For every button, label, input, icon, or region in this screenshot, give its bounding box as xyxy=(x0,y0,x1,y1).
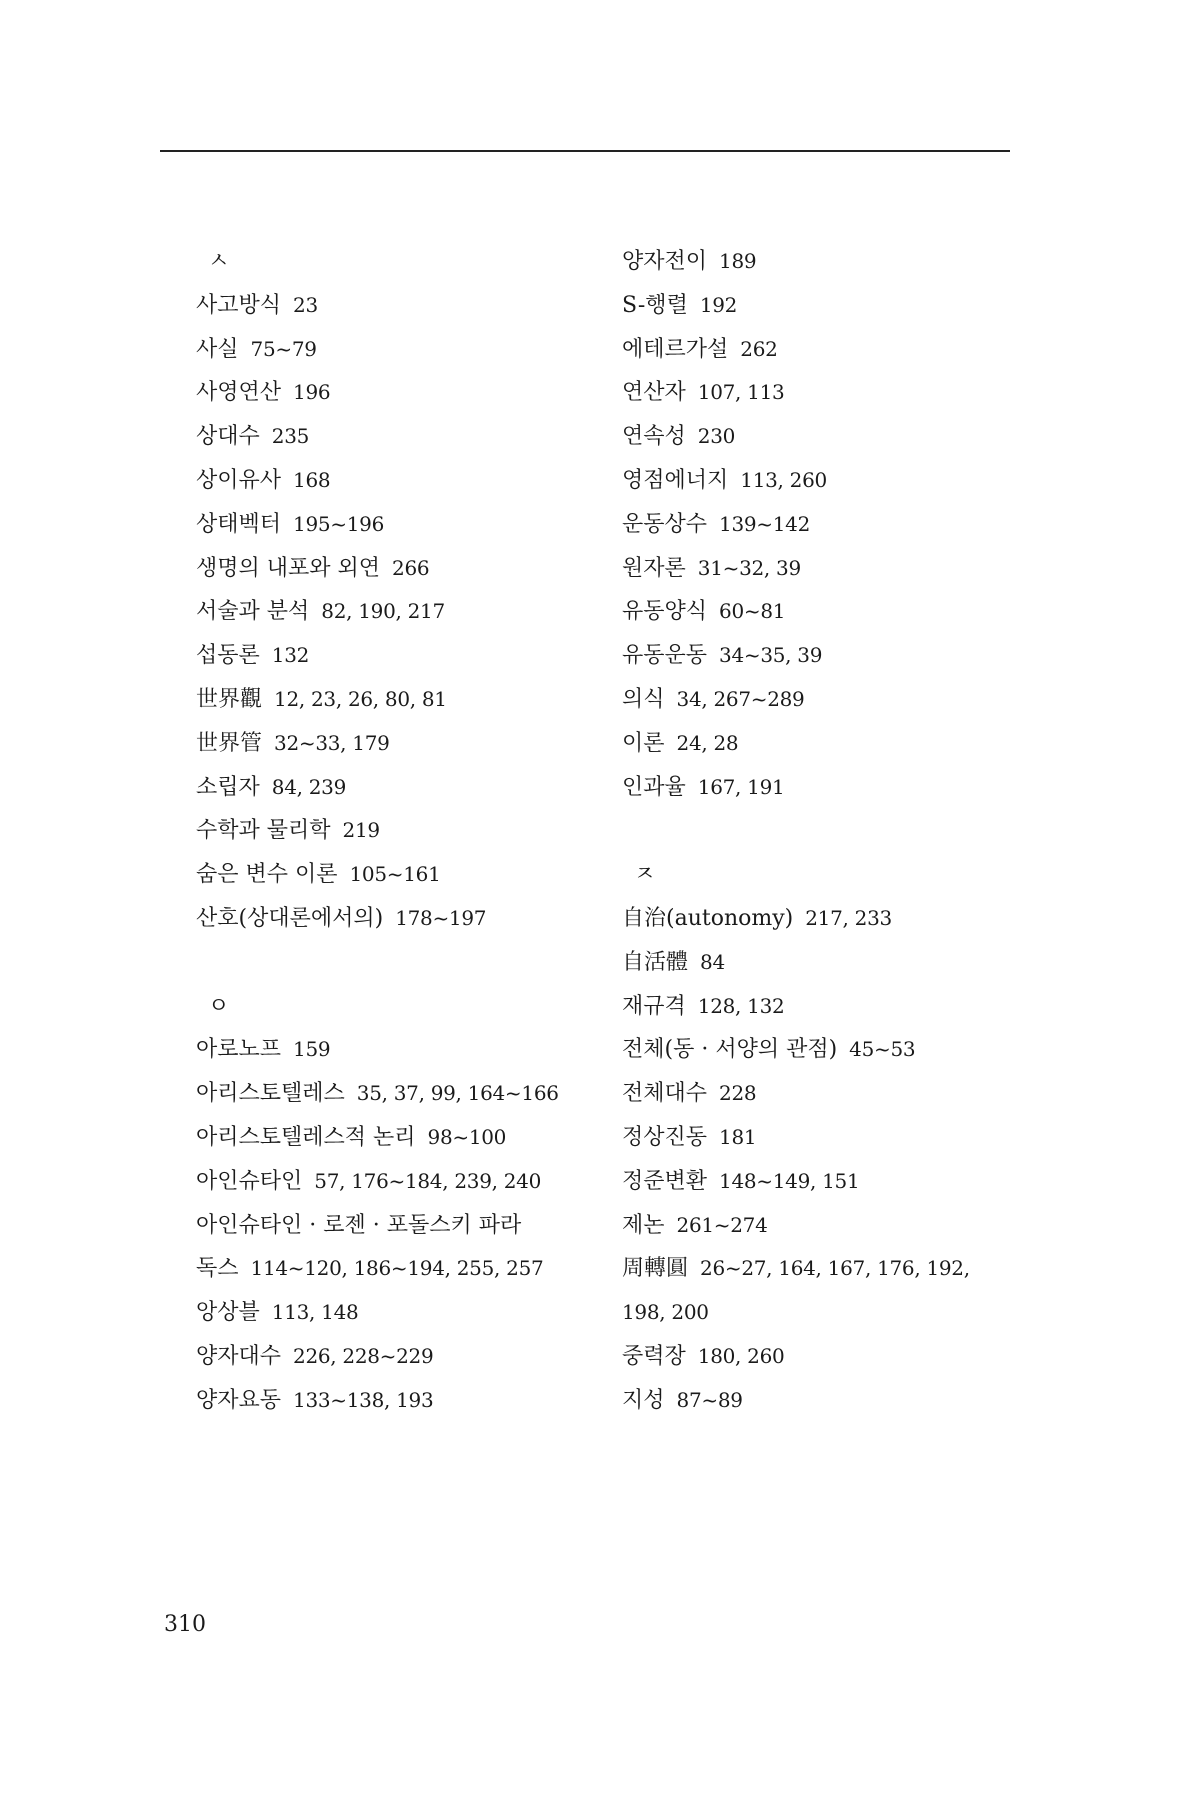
index-entry: 의식 34, 267~289 xyxy=(622,686,805,712)
index-entry: 산호(상대론에서의) 178~197 xyxy=(196,905,487,931)
index-entry: 독스 114~120, 186~194, 255, 257 xyxy=(196,1256,544,1282)
index-entry: 수학과 물리학 219 xyxy=(196,818,380,844)
section-heading-s: ㅅ xyxy=(208,249,230,274)
page-number: 310 xyxy=(164,1612,206,1637)
index-entry: 소립자 84, 239 xyxy=(196,774,347,800)
index-entry: 유동양식 60~81 xyxy=(622,599,786,625)
top-rule xyxy=(160,150,1010,152)
index-entry: 생명의 내포와 외연 266 xyxy=(196,555,430,581)
index-entry: 世界觀 12, 23, 26, 80, 81 xyxy=(196,686,447,712)
index-entry: 사실 75~79 xyxy=(196,336,317,362)
index-entry: 상태벡터 195~196 xyxy=(196,511,385,537)
index-entry: 영점에너지 113, 260 xyxy=(622,467,827,493)
index-entry: 제논 261~274 xyxy=(622,1212,768,1238)
index-entry: 숨은 변수 이론 105~161 xyxy=(196,862,441,888)
index-entry: 중력장 180, 260 xyxy=(622,1343,785,1369)
index-column-left xyxy=(196,240,616,1423)
index-entry: 서술과 분석 82, 190, 217 xyxy=(196,599,445,625)
index-entry: 앙상블 113, 148 xyxy=(196,1300,359,1326)
index-entry: 自活體 84 xyxy=(622,949,725,975)
index-entry: 운동상수 139~142 xyxy=(622,511,811,537)
section-heading-o: ㅇ xyxy=(208,993,230,1019)
index-entry: 사영연산 196 xyxy=(196,380,331,406)
index-entry: 상대수 235 xyxy=(196,424,310,450)
index-entry: 원자론 31~32, 39 xyxy=(622,555,801,581)
index-entry: 에테르가설 262 xyxy=(622,336,778,362)
index-entry: 양자전이 189 xyxy=(622,249,757,274)
index-entry: 아리스토텔레스 35, 37, 99, 164~166 xyxy=(196,1081,559,1107)
index-entry: 정준변환 148~149, 151 xyxy=(622,1168,860,1194)
index-entry: 섭동론 132 xyxy=(196,643,310,669)
index-entry: 世界管 32~33, 179 xyxy=(196,730,390,756)
index-entry: 전체대수 228 xyxy=(622,1081,757,1107)
index-entry: 아로노프 159 xyxy=(196,1037,331,1063)
index-entry: 전체(동 · 서양의 관점) 45~53 xyxy=(622,1037,916,1063)
index-column-right xyxy=(622,240,1042,1423)
index-entry: 지성 87~89 xyxy=(622,1387,743,1413)
index-entry: 상이유사 168 xyxy=(196,467,331,493)
section-heading-j: ㅈ xyxy=(634,862,656,888)
index-entry: 연산자 107, 113 xyxy=(622,380,785,406)
index-entry: 유동운동 34~35, 39 xyxy=(622,643,823,669)
index-entry: 재규격 128, 132 xyxy=(622,993,785,1019)
index-entry: 양자대수 226, 228~229 xyxy=(196,1343,434,1369)
index-entry: 사고방식 23 xyxy=(196,292,318,318)
section-gap xyxy=(196,941,616,985)
index-entry: 아인슈타인 57, 176~184, 239, 240 xyxy=(196,1168,542,1194)
index-entry: S-행렬 192 xyxy=(622,292,738,318)
index-entry: 自治(autonomy) 217, 233 xyxy=(622,905,892,931)
index-entry: 周轉圓 26~27, 164, 167, 176, 192, xyxy=(622,1256,970,1282)
section-gap xyxy=(622,809,1042,853)
index-entry-continuation: 198, 200 xyxy=(622,1300,709,1325)
index-entry: 이론 24, 28 xyxy=(622,730,739,756)
index-entry: 인과율 167, 191 xyxy=(622,774,785,800)
index-entry: 정상진동 181 xyxy=(622,1124,757,1150)
index-entry: 아리스토텔레스적 논리 98~100 xyxy=(196,1124,507,1150)
index-entry: 아인슈타인 · 로젠 · 포돌스키 파라 xyxy=(196,1212,522,1238)
index-entry: 양자요동 133~138, 193 xyxy=(196,1387,434,1413)
index-entry: 연속성 230 xyxy=(622,424,736,450)
